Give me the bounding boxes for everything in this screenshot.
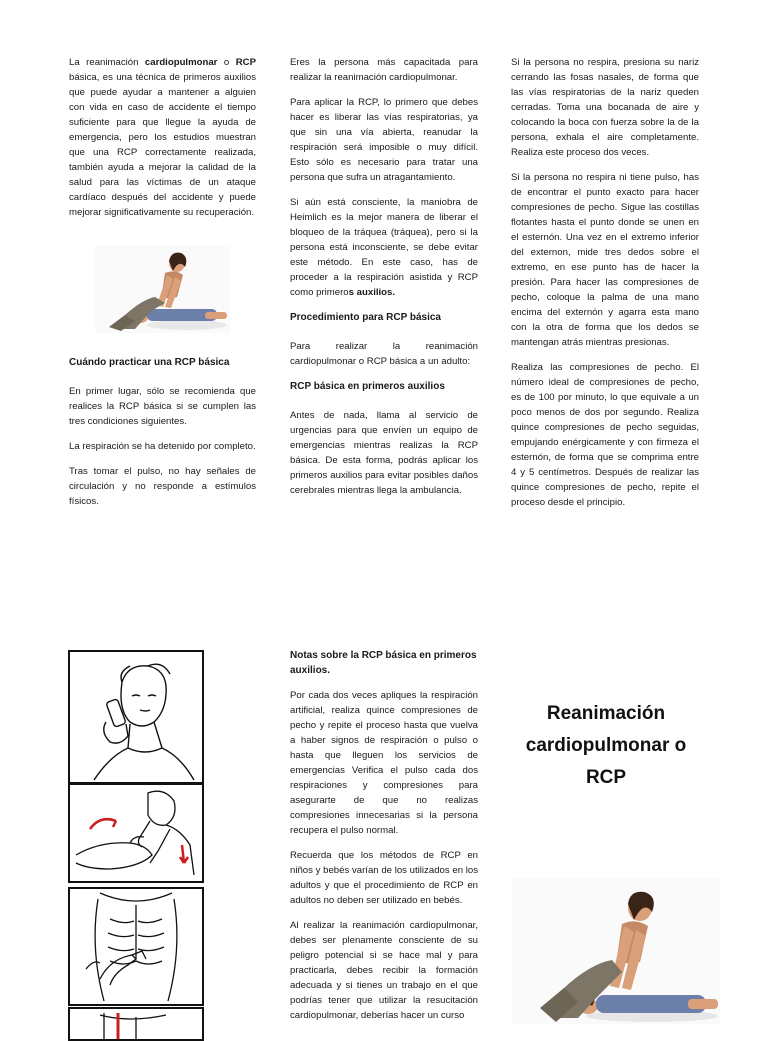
paragraph: Tras tomar el pulso, no hay señales de circulación y no responde a estímulos físicos.	[69, 466, 256, 507]
bold-term: s auxilios.	[348, 287, 396, 298]
section-heading: Notas sobre la RCP básica en primeros auxilios.	[290, 650, 477, 676]
paragraph: La respiración se ha detenido por completo.	[69, 441, 256, 452]
cover-title: Reanimación cardiopulmonar o RCP	[525, 703, 687, 788]
section-heading: Procedimiento para RCP básica	[290, 312, 441, 323]
paragraph: En primer lugar, sólo se recomienda que realices la RCP básica si se cumplen las tres condiciones siguientes.	[69, 386, 256, 427]
paragraph: Si aún está consciente, la maniobra de Heimlich es la mejor manera de liberar el bloqueo de la tráquea (tráquea), pero si la persona está inconsciente, se debe evitar este método. En este caso, has de proceder a la respiración asistida y RCP como primeros auxilios.	[290, 197, 478, 298]
bold-term: cardiopulmonar	[144, 57, 218, 68]
paragraph: Si la persona no respira, presiona su nariz cerrando las fosas nasales, de forma que las vías respiratorias de la nariz queden cerradas. Toma una bocanada de aire y colocando la boca con fuerza sobre la de la persona, exhala el aire completamente. Realiza este proceso dos veces.	[511, 57, 699, 158]
paragraph: Eres la persona más capacitada para realizar la reanimación cardiopulmonar.	[290, 57, 478, 83]
column-4	[290, 648, 478, 1033]
phone-call-illustration	[68, 650, 204, 784]
intro-paragraph: La reanimación cardiopulmonar o RCP básica, es una técnica de primeros auxilios que puede ayudar a mantener a alguien con vida en caso de accidente el tiempo suficiente para que llegue la ayuda de emergencia, pero los estudios muestran que una RCP correctamente realizada, también ayuda a mejorar la calidad de la salud para las víctimas de un ataque cardíaco después del accidente y puede mejorar significativamente su recuperación.	[69, 57, 257, 218]
paragraph: Realiza las compresiones de pecho. El número ideal de compresiones de pecho, es de 100 por minuto, lo que equivale a un poco menos de dos por segundo. Realiza quince compresiones de pecho seguidas, empujando enérgicamente y con firmeza el esternón, de forma que se comprima entre 4 y 5 centímetros. Después de realizar las quince compresiones de pecho, repite el proceso desde el principio.	[511, 362, 699, 508]
chest-landmark-illustration	[68, 887, 204, 1006]
compression-illustration	[68, 1007, 204, 1041]
paragraph: Si la persona no respira ni tiene pulso, has de encontrar el punto exacto para hacer compresiones de pecho. Sigue las costillas flotantes hasta el punto donde se unen en el esternón. Una vez en el extremo inferior del externon, mide tres dedos sobre el extremo, en ese punto has de hacer la presión. Para hacer las compresiones de pecho, coloque la palma de una mano encima del externón y agarra esta mano con la otra de forma que los dedos se mantengan atrás mientras presionas.	[511, 172, 699, 348]
cpr-photo	[95, 245, 230, 333]
section-heading: Cuándo practicar una RCP básica	[69, 357, 230, 368]
paragraph: Para realizar la reanimación cardiopulmonar o RCP básica a un adulto:	[290, 341, 478, 367]
paragraph: Al realizar la reanimación cardiopulmonar, debes ser plenamente consciente de su peligro potencial si se hace mal y para practicarla, debes recibir la formación adecuada y si tienes un trabajo en el que podrías tener que utilizar la resucitación cardiopulmonar, deberías hacer un curso	[290, 920, 478, 1021]
rescue-breath-illustration	[68, 783, 204, 883]
paragraph: Recuerda que los métodos de RCP en niños y bebés varían de los utilizados en los adultos y que el procedimiento de RCP en adultos no deben ser utilizado en bebés.	[290, 850, 478, 906]
bold-term: RCP	[235, 57, 257, 68]
section-heading: RCP básica en primeros auxilios	[290, 381, 445, 392]
paragraph: Antes de nada, llama al servicio de urgencias para que envíen un equipo de emergencias mientras realizas la RCP básica. De esta forma, podrás aplicar los primeros auxilios para evitar posibles daños cerebrales mientras llega la ambulancia.	[290, 410, 478, 496]
paragraph: Por cada dos veces apliques la respiración artificial, realiza quince compresiones de pecho y repite el proceso hasta que vuelva a haber signos de respiración o pulso o hasta que lleguen los servicios de emergencias Verifica el pulso cada dos respiraciones y compresiones para asegurarte de que no realizas compresiones innecesarias si la persona recupera el pulso normal.	[290, 690, 478, 836]
paragraph: Para aplicar la RCP, lo primero que debes hacer es liberar las vías respiratorias, ya que sin una vía abierta, reanudar la respiración será imposible o muy difícil. Esto sólo es necesario para tratar una persona que sufra un atragantamiento.	[290, 97, 478, 183]
column-2	[290, 55, 478, 508]
cpr-photo-large	[512, 878, 720, 1024]
column-3	[511, 55, 699, 520]
